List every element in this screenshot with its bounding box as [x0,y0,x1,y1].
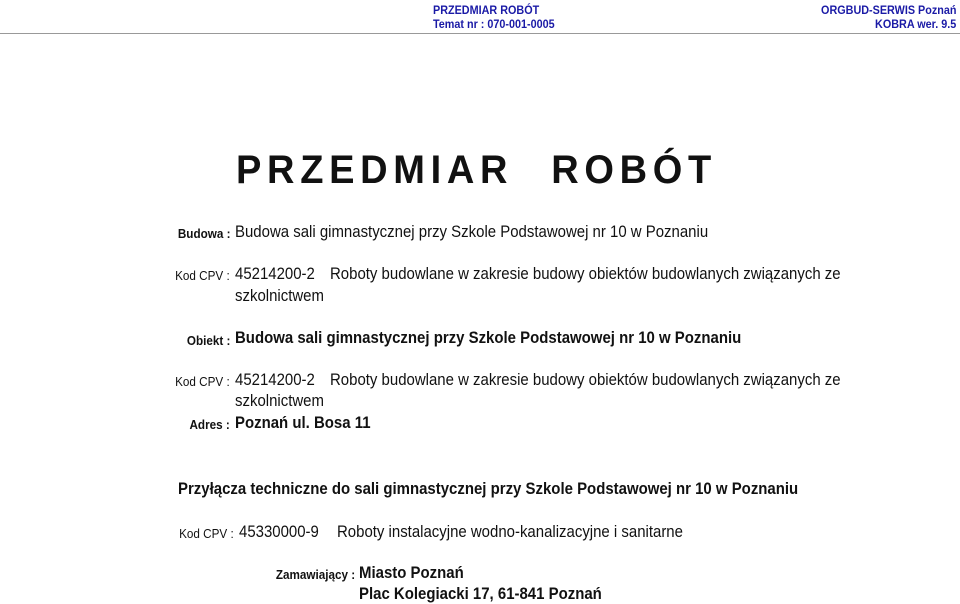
address-value: Poznań ul. Bosa 11 [235,413,371,432]
header-software-version: KOBRA wer. 9.5 [874,17,956,31]
ordering-party-name: Miasto Poznań [359,563,464,582]
ordering-party-address: Plac Kolegiacki 17, 61-841 Poznań [359,584,602,603]
header-topic-number: Temat nr : 070-001-0005 [433,17,555,31]
obiekt-label: Obiekt : [186,333,230,348]
obiekt-cpv-description-cont: szkolnictwem [235,391,324,410]
obiekt-cpv-label: Kod CPV : [175,374,230,389]
section-cpv-description: Roboty instalacyjne wodno-kanalizacyjne i sanitarne [337,522,683,541]
page-title-word1: PRZEDMIAR [236,148,514,192]
header-doc-type: PRZEDMIAR ROBÓT [433,3,540,17]
obiekt-cpv-code: 45214200-2 [235,370,315,389]
section-title: Przyłącza techniczne do sali gimnastycznej przy Szkole Podstawowej nr 10 w Poznaniu [178,479,799,498]
page-title [236,148,717,193]
budowa-cpv-label: Kod CPV : [175,268,230,283]
address-label: Adres : [189,417,230,432]
page-title-word2: ROBÓT [551,148,717,192]
budowa-cpv-description-cont: szkolnictwem [235,286,324,305]
obiekt-cpv-description: Roboty budowlane w zakresie budowy obiektów budowlanych związanych ze [330,370,841,389]
section-cpv-label: Kod CPV : [179,526,234,541]
obiekt-value: Budowa sali gimnastycznej przy Szkole Podstawowej nr 10 w Poznaniu [235,328,742,347]
budowa-cpv-code: 45214200-2 [235,264,315,283]
header-divider [0,33,960,34]
section-cpv-code: 45330000-9 [239,522,319,541]
ordering-party-label: Zamawiający : [275,567,355,582]
budowa-cpv-description: Roboty budowlane w zakresie budowy obiektów budowlanych związanych ze [330,264,841,283]
budowa-label: Budowa : [177,226,230,241]
budowa-value: Budowa sali gimnastycznej przy Szkole Podstawowej nr 10 w Poznaniu [235,222,709,241]
header-company: ORGBUD-SERWIS Poznań [820,3,956,17]
